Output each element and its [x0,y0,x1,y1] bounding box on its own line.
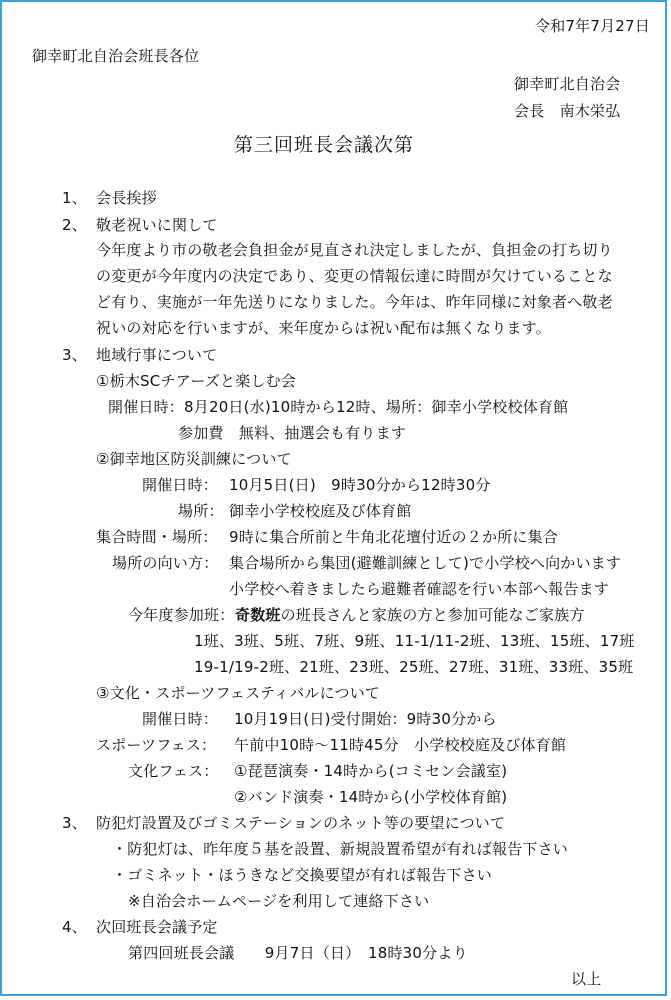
event-3-heading: ③文化・スポーツフェスティバルについて [96,684,381,702]
event-3-date-value: 10月19日(日)受付開始：9時30分から [234,710,497,728]
event-3-sports-label: スポーツフェス： [96,736,217,754]
item-3b-line: ・ゴミネット・ほうきなど交換要望が有れば報告下さい [112,866,493,884]
item-2-body-line: の変更が今年度内の決定であり、変更の情報伝達に時間が欠けていることな [96,267,613,285]
event-1-date: 開催日時：8月20日(水)10時から12時、場所：御幸小学校校体育館 [108,398,569,416]
sender-organization: 御幸町北自治会 [514,75,621,93]
item-4-number: 4、 [62,918,87,936]
item-4-title: 次回班長会議予定 [96,918,218,936]
event-2-gather-label: 集合時間・場所： [96,528,218,546]
document-date: 令和7年7月27日 [535,17,650,35]
item-3b-line: ※自治会ホームページを利用して連絡下さい [128,892,430,910]
page-title: 第三回班長会議次第 [234,134,415,156]
event-2-gather-value: 9時に集合所前と牛角北花壇付近の２か所に集合 [229,528,558,546]
event-2-place-label: 場所： [178,502,224,520]
item-4-detail: 第四回班長会議 9月7日（日） 18時30分より [128,944,468,962]
odd-groups-emphasis: 奇数班 [235,606,281,624]
item-3b-line: ・防犯灯は、昨年度５基を設置、新規設置希望が有れば報告下さい [112,840,569,858]
event-3-culture-value: ①琵琶演奏・14時から(コミセン会議室) [234,762,508,780]
closing-mark: 以上 [571,970,602,988]
item-1-number: 1、 [62,189,87,207]
item-2-body-line: 祝いの対応を行いますが、来年度からは祝い配布は無くなります。 [96,319,551,337]
addressee: 御幸町北自治会班長各位 [32,47,200,65]
item-2-title: 敬老祝いに関して [96,216,218,234]
item-2-body-line: 今年度より市の敬老会負担金が見直され決定しましたが、負担金の打ち切り [96,241,613,259]
event-3-sports-value: 午前中10時～11時45分 小学校校庭及び体育館 [234,736,567,754]
sender-person: 会長 南木栄弘 [514,102,621,120]
event-2-groups-list: 19-1/19-2班、21班、23班、25班、27班、31班、33班、35班 [194,658,634,676]
event-2-groups-rest: の班長さんと家族の方と参加可能なご家族方 [280,606,585,624]
item-2-body-line: ど有り、実施が一年先送りになりました。今年は、昨年同様に対象者へ敬老 [96,293,613,311]
event-1-heading: ①栃木SCチアーズと楽しむ会 [96,372,297,390]
event-2-groups-label: 今年度参加班： [128,606,235,624]
event-2-groups-text [235,605,585,625]
event-3-culture-value: ②バンド演奏・14時から(小学校体育館) [234,788,508,806]
event-2-heading: ②御幸地区防災訓練について [96,450,292,468]
item-3-title: 地域行事について [96,346,218,364]
event-2-date-label: 開催日時： [142,476,219,494]
item-1-title: 会長挨拶 [96,189,157,207]
event-2-date-value: 10月5日(日) 9時30分から12時30分 [229,476,491,494]
item-3-number: 3、 [62,346,87,364]
event-3-date-label: 開催日時： [142,710,219,728]
item-3b-title: 防犯灯設置及びゴミステーションのネット等の要望について [96,814,506,832]
event-2-direction-value: 小学校へ着きましたら避難者確認を行い本部へ報告ます [229,580,610,598]
item-3b-number: 3、 [62,814,87,832]
event-2-direction-value: 集合場所から集団(避難訓練として)で小学校へ向かいます [229,554,622,572]
event-2-groups-list: 1班、3班、5班、7班、9班、11-1/11-2班、13班、15班、17班 [194,632,635,650]
event-1-fee: 参加費 無料、抽選会も有ります [178,424,407,442]
event-3-culture-label: 文化フェス： [128,762,219,780]
event-2-place-value: 御幸小学校校庭及び体育館 [229,502,412,520]
event-2-direction-label: 場所の向い方： [112,554,219,572]
item-2-number: 2、 [62,216,87,234]
